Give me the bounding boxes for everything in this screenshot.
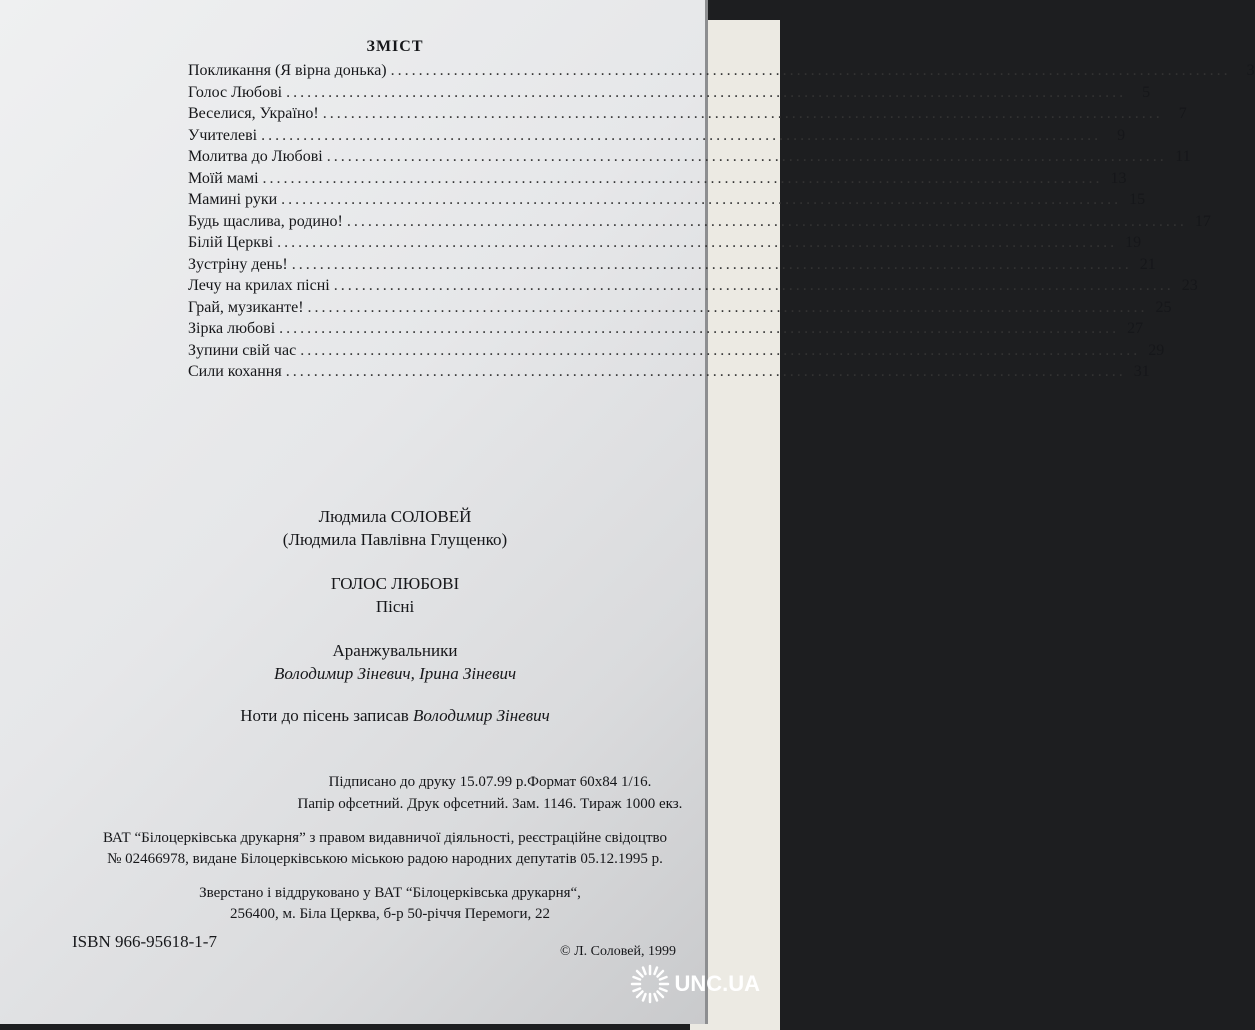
imprint-line-4: № 02466978, видане Білоцерківською міською радою народних депутатів 05.12.1995 р.: [107, 851, 663, 867]
toc-item-label: Учителеві: [188, 126, 258, 144]
toc-leader-dots: ........................................................................................................................: [322, 105, 1163, 122]
notes-credit: [0, 706, 790, 726]
toc-item: [188, 254, 1156, 276]
toc-leader-dots: ........................................................................................................................: [261, 126, 1102, 144]
toc-item-label: Молитва до Любові: [188, 148, 323, 165]
toc-item: [188, 168, 1127, 190]
toc-item-page: 5: [1142, 83, 1151, 101]
copyright: © Л. Соловей, 1999: [560, 944, 677, 959]
toc-item-page: 11: [1175, 148, 1191, 165]
toc-item-page: 13: [1110, 169, 1127, 187]
toc-item-label: Мамині руки: [188, 191, 278, 208]
toc-leader-dots: ........................................................................................................................: [279, 320, 1120, 337]
toc-item-page: 3: [1246, 62, 1255, 79]
toc-leader-dots: ........................................................................................................................: [277, 234, 1118, 251]
toc-title: ЗМІСТ: [366, 38, 424, 55]
toc-item: [188, 60, 1255, 82]
author-name: Людмила СОЛОВЕЙ: [318, 507, 472, 526]
imprint-line-2: Папір офсетний. Друк офсетний. Зам. 1146. Тираж 1000 екз.: [297, 796, 683, 812]
notes-name: Володимир Зіневич: [413, 706, 550, 725]
arrangers-names: Володимир Зіневич, Ірина Зіневич: [273, 664, 517, 683]
toc-item-label: Білій Церкві: [188, 234, 274, 251]
toc-leader-dots: ........................................................................................................................: [333, 277, 1174, 294]
toc-item: [188, 232, 1142, 254]
watermark: [630, 964, 760, 1004]
toc-leader-dots: ........................................................................................................................: [390, 62, 1231, 79]
toc-item-label: Веселися, Україно!: [188, 105, 319, 122]
toc-item-label: Голос Любові: [188, 83, 283, 101]
toc-item-label: Грай, музиканте!: [188, 298, 304, 316]
toc-item-label: Сили кохання: [188, 363, 282, 380]
toc-item: [188, 361, 1150, 383]
toc-item: [188, 189, 1146, 211]
toc-item-page: 25: [1155, 298, 1172, 316]
toc-item-page: 17: [1194, 212, 1211, 230]
toc-item-label: Зупини свій час: [188, 341, 297, 359]
imprint-line-6: 256400, м. Біла Церква, б-р 50-річчя Перемоги, 22: [229, 906, 551, 922]
book-subtitle: Пісні: [375, 597, 415, 616]
toc-item-page: 31: [1133, 363, 1150, 380]
toc-item: [188, 340, 1165, 362]
toc-item-page: 15: [1129, 191, 1146, 208]
imprint-line-3: ВАТ “Білоцерківська друкарня” з правом видавничої діяльності, реєстраційне свідоцтво: [102, 830, 667, 846]
toc-item-label: Зустріну день!: [188, 255, 288, 273]
toc-item-label: Будь щаслива, родино!: [188, 212, 343, 230]
toc-leader-dots: ........................................................................................................................: [307, 298, 1148, 316]
toc-item-label: Покликання (Я вірна донька): [188, 62, 387, 79]
toc-item: [188, 103, 1187, 125]
toc-leader-dots: ........................................................................................................................: [326, 148, 1167, 165]
toc-item: [188, 318, 1144, 340]
toc-item-page: 21: [1139, 255, 1156, 273]
toc-item-label: Моїй мамі: [188, 169, 259, 187]
toc-leader-dots: ........................................................................................................................: [285, 363, 1126, 380]
toc-item-page: 7: [1178, 105, 1187, 122]
toc-item: [188, 211, 1211, 233]
toc-leader-dots: ........................................................................................................................: [262, 169, 1103, 187]
isbn: ISBN 966-95618-1-7: [72, 932, 217, 951]
toc-leader-dots: ........................................................................................................................: [291, 255, 1132, 273]
notes-prefix: Ноти до пісень записав: [240, 706, 409, 725]
toc-item: [188, 146, 1191, 168]
toc-item: [188, 82, 1151, 104]
table-of-contents: [188, 60, 1255, 383]
toc-item-page: 23: [1181, 277, 1198, 294]
toc-item-page: 19: [1125, 234, 1142, 251]
toc-item-page: 27: [1127, 320, 1144, 337]
book-title: ГОЛОС ЛЮБОВІ: [330, 574, 460, 593]
toc-leader-dots: ........................................................................................................................: [281, 191, 1122, 208]
arrangers-heading: Аранжувальники: [332, 641, 458, 660]
toc-item-label: Лечу на крилах пісні: [188, 277, 330, 294]
toc-item: [188, 125, 1126, 147]
toc-leader-dots: ........................................................................................................................: [286, 83, 1127, 101]
imprint-line-1: Підписано до друку 15.07.99 р.Формат 60х84 1/16.: [328, 774, 652, 790]
watermark-text: UNC.UA: [674, 971, 760, 996]
author-full-name: (Людмила Павлівна Глущенко): [282, 530, 508, 549]
toc-item-label: Зірка любові: [188, 320, 276, 337]
toc-leader-dots: ........................................................................................................................: [346, 212, 1187, 230]
toc-item-page: 9: [1117, 126, 1126, 144]
toc-item-page: 29: [1148, 341, 1165, 359]
imprint-line-5: Зверстано і віддруковано у ВАТ “Білоцерківська друкарня“,: [199, 885, 581, 901]
toc-leader-dots: ........................................................................................................................: [300, 341, 1141, 359]
toc-item: [188, 297, 1172, 319]
sunburst-icon: [630, 964, 670, 1004]
toc-item: [188, 275, 1198, 297]
